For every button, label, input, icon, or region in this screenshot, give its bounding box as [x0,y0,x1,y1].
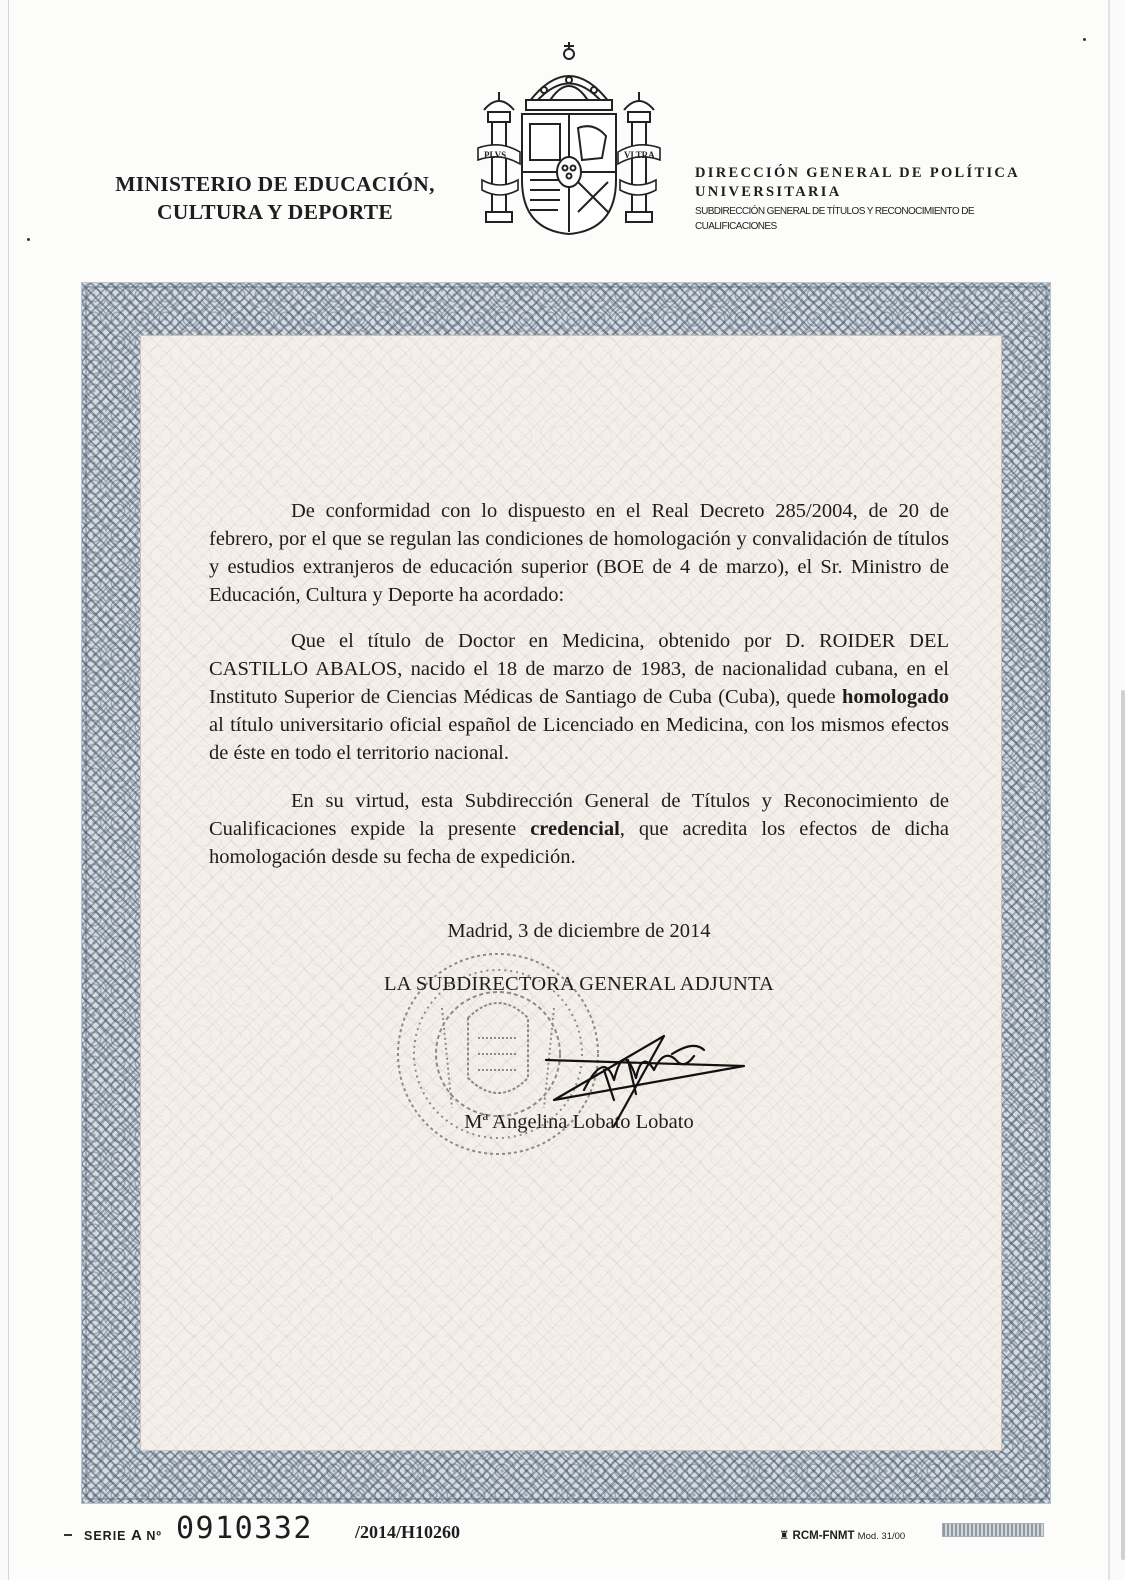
handwritten-signature-icon [544,1030,759,1130]
paragraph-homologation-text2: al título universitario oficial español de Licenciado en Medicina, con los mismos efectos de éste en todo el territorio nacional. [209,714,949,764]
homologado-bold: homologado [841,686,950,708]
direction-line1: DIRECCIÓN GENERAL DE POLÍTICA [695,165,1020,181]
fnmt-model: Mod. 31/00 [857,1531,906,1542]
guilloche-frame [81,282,1051,1504]
paragraph-decree [209,497,949,609]
serie-prefix: SERIE [84,1529,131,1543]
document-page [8,0,1110,1580]
serial-suffix: /2014/H10260 [355,1522,461,1542]
scrollbar[interactable] [1121,690,1125,1560]
signer-name: Mª Angelina Lobato Lobato [464,1111,694,1133]
paragraph-homologation-text1: Que el título de Doctor en Medicina, obtenido por D. ROIDER DEL CASTILLO ABALOS, nacido el 18 de marzo de 1983, de nacionalidad cubana, en el Instituto Superior de Ciencias Médicas de Santiago de Cuba (Cuba), quede [209,630,949,708]
pillar-right-text: VLTRA [624,150,655,160]
pillar-left-text: PLVS [484,150,507,160]
serie-letter: A [131,1527,142,1544]
speck-mark [27,238,30,241]
paragraph-credential [209,787,949,871]
paragraph-credential-text1: En su virtud, esta Subdirección General de Títulos y Reconocimiento de Cualificaciones expide la presente [209,790,949,840]
signer-title: LA SUBDIRECTORA GENERAL ADJUNTA [383,973,775,995]
dash-mark [64,1534,72,1536]
fnmt-text: RCM-FNMT [792,1530,855,1542]
ministry-name-line1: MINISTERIO DE EDUCACIÓN, [115,172,435,196]
direction-line2: UNIVERSITARIA [695,184,842,200]
ministry-name-line2: CULTURA Y DEPORTE [156,200,394,224]
place-and-date: Madrid, 3 de diciembre de 2014 [447,920,711,942]
ministry-name [79,170,471,226]
paragraph-decree-text: De conformidad con lo dispuesto en el Real Decreto 285/2004, de 20 de febrero, por el que se regulan las condiciones de homologación y convalidación de títulos y estudios extranjeros de educación superior (BOE de 4 de marzo), el Sr. Ministro de Educación, Cultura y Deporte ha acordado: [209,500,949,606]
microtext-strip [942,1523,1044,1537]
paragraph-homologation [209,627,949,767]
serie-label [84,1527,162,1544]
serie-number-label: Nº [141,1529,162,1543]
coat-of-arms-icon [474,40,664,240]
credencial-bold: credencial [530,818,620,840]
fnmt-mark [779,1528,905,1542]
serial-number: 0910332 [176,1511,313,1546]
speck-mark [1083,38,1086,41]
paragraph-credential-text2: , que acredita los efectos de dicha homologación desde su fecha de expedición. [209,818,949,868]
document-footer [9,1508,1111,1558]
subdirection-name: SUBDIRECCIÓN GENERAL DE TÍTULOS Y RECONOCIMIENTO DE CUALIFICACIONES [695,206,974,232]
fnmt-logo-icon: ♜ [779,1530,793,1542]
direction-general [695,164,1045,234]
